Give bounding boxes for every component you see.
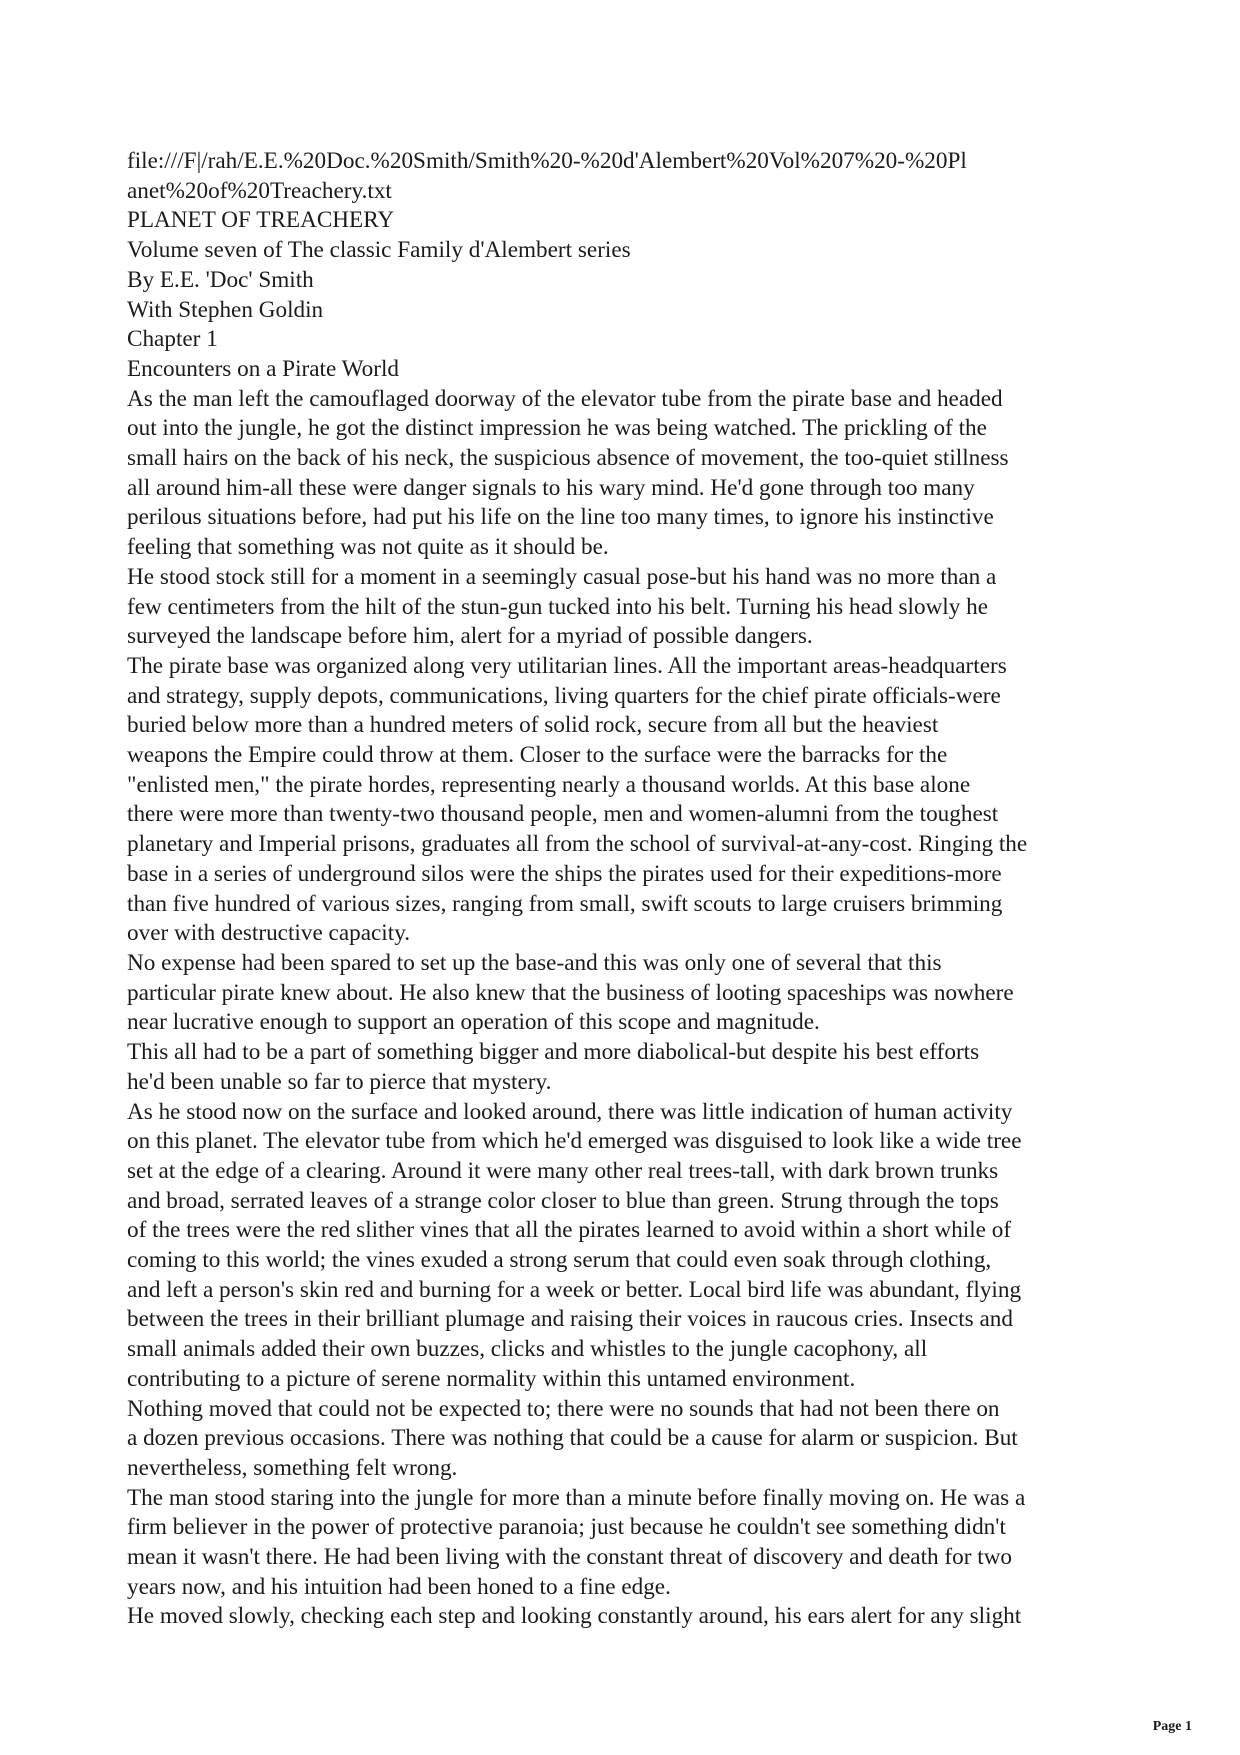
text-line: buried below more than a hundred meters of solid rock, secure from all but the heaviest [127,712,939,739]
text-line: By E.E. 'Doc' Smith [127,266,314,293]
text-line: anet%20of%20Treachery.txt [127,177,392,204]
text-line: As the man left the camouflaged doorway of the elevator tube from the pirate base and headed [127,385,1003,412]
text-line: than five hundred of various sizes, ranging from small, swift scouts to large cruisers brimming [127,890,1003,917]
text-line: Nothing moved that could not be expected to; there were no sounds that had not been there on [127,1395,1000,1422]
text-line: there were more than twenty-two thousand people, men and women-alumni from the toughest [127,801,999,828]
text-line: file:///F|/rah/E.E.%20Doc.%20Smith/Smith%20-%20d'Alembert%20Vol%207%20-%20Pl [127,148,967,174]
text-line: a dozen previous occasions. There was nothing that could be a cause for alarm or suspicion. But [127,1425,1018,1452]
text-line: The man stood staring into the jungle for more than a minute before finally moving on. He was a [127,1484,1026,1511]
text-line: Encounters on a Pirate World [127,355,400,382]
text-line: years now, and his intuition had been honed to a fine edge. [127,1573,671,1600]
text-line: base in a series of underground silos were the ships the pirates used for their expeditions-more [127,860,1002,887]
text-line: coming to this world; the vines exuded a strong serum that could even soak through clothing, [127,1247,992,1274]
document-text [127,147,1127,1632]
text-line: and broad, serrated leaves of a strange color closer to blue than green. Strung through the tops [127,1187,999,1214]
text-line: near lucrative enough to support an operation of this scope and magnitude. [127,1009,820,1036]
text-line: and left a person's skin red and burning for a week or better. Local bird life was abundant, flying [127,1276,1022,1303]
text-line: PLANET OF TREACHERY [127,207,395,234]
text-line: Volume seven of The classic Family d'Alembert series [127,237,631,264]
text-line: perilous situations before, had put his life on the line too many times, to ignore his instinctive [127,504,994,531]
text-line: This all had to be a part of something bigger and more diabolical-but despite his best efforts [127,1039,980,1066]
text-line: firm believer in the power of protective paranoia; just because he couldn't see something didn't [127,1514,1006,1541]
text-line: weapons the Empire could throw at them. Closer to the surface were the barracks for the [127,742,948,769]
text-line: particular pirate knew about. He also knew that the business of looting spaceships was nowhere [127,979,1014,1006]
text-line: small hairs on the back of his neck, the suspicious absence of movement, the too-quiet stillness [127,445,1009,472]
text-line: feeling that something was not quite as it should be. [127,534,609,561]
text-line: few centimeters from the hilt of the stun-gun tucked into his belt. Turning his head slowly he [127,593,989,620]
text-line: on this planet. The elevator tube from which he'd emerged was disguised to look like a wide tree [127,1128,1022,1155]
text-line: contributing to a picture of serene normality within this untamed environment. [127,1365,856,1392]
text-line: He stood stock still for a moment in a seemingly casual pose-but his hand was no more than a [127,563,997,590]
text-line: of the trees were the red slither vines that all the pirates learned to avoid within a short while of [127,1217,1012,1244]
text-line: nevertheless, something felt wrong. [127,1454,458,1481]
text-line: and strategy, supply depots, communications, living quarters for the chief pirate officials-were [127,682,1001,709]
text-line: "enlisted men," the pirate hordes, representing nearly a thousand worlds. At this base alone [127,771,971,798]
text-line: between the trees in their brilliant plumage and raising their voices in raucous cries. Insects and [127,1306,1013,1333]
text-line: With Stephen Goldin [127,296,324,323]
text-line: The pirate base was organized along very utilitarian lines. All the important areas-headquarters [127,652,1007,679]
text-line: Chapter 1 [127,326,218,353]
text-line: over with destructive capacity. [127,920,411,947]
text-line: mean it wasn't there. He had been living with the constant threat of discovery and death for two [127,1544,1013,1571]
text-line: As he stood now on the surface and looked around, there was little indication of human activity [127,1098,1013,1125]
text-line: set at the edge of a clearing. Around it were many other real trees-tall, with dark brown trunks [127,1157,999,1184]
text-line: surveyed the landscape before him, alert for a myriad of possible dangers. [127,623,813,650]
text-line: all around him-all these were danger signals to his wary mind. He'd gone through too many [127,474,975,501]
page-number: Page 1 [1152,1719,1192,1734]
text-line: planetary and Imperial prisons, graduates all from the school of survival-at-any-cost. Ringing the [127,831,1028,858]
text-line: No expense had been spared to set up the base-and this was only one of several that this [127,949,942,976]
text-line: he'd been unable so far to pierce that mystery. [127,1068,552,1095]
text-line: out into the jungle, he got the distinct impression he was being watched. The prickling of the [127,415,987,442]
text-line: small animals added their own buzzes, clicks and whistles to the jungle cacophony, all [127,1336,928,1363]
text-line: He moved slowly, checking each step and looking constantly around, his ears alert for any slight [127,1603,1022,1630]
